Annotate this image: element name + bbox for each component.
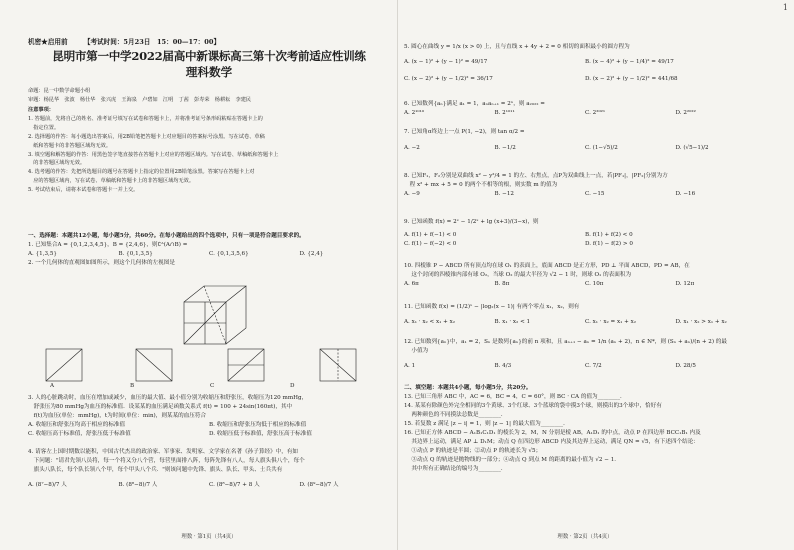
option: B. f(1) + f(2) < 0 [585, 232, 633, 238]
question-16-line: 其中所有正确结论的编号为________． [404, 466, 507, 472]
secret-label: 机密★启用前 [28, 38, 68, 46]
options-q8 [404, 190, 766, 199]
question-9-line: 9. 已知函数 f(x) = 2ˣ − 1/2ˣ + lg (x+3)/(3−x)，则 [404, 219, 539, 225]
question-7 [404, 128, 766, 153]
option: D. (x − 2)² + (y − 1/2)² = 441/68 [585, 76, 678, 82]
paper-title: 昆明市第一中学2022届高中新课标高三第十次考前适应性训练 [52, 49, 366, 63]
options-q11 [404, 318, 766, 327]
section-choice [28, 232, 390, 268]
options-q6 [404, 109, 766, 118]
corner-mark: 1 [782, 3, 788, 12]
option: D. −16 [675, 191, 696, 197]
option: A. −9 [404, 191, 420, 197]
section-fill [404, 384, 766, 474]
option: D. (8⁹−8)/7 人 [299, 482, 339, 488]
question-4 [28, 448, 390, 490]
option: C. f(1) − f(−2) < 0 [404, 241, 457, 247]
notice-line: 3. 填空题和解答题的作答：用黑色签字笔直接答在答题卡上对应的答题区域内。写在试卷、草稿纸和答题卡上 [28, 151, 279, 158]
question-3-line: 3. 人的心脏跳动时，血压在增加或减少，血压的最大值、最小值分别为收缩压和舒张压，收缩压为120 mmHg， [28, 395, 308, 401]
question-6-line: 6. 已知数列{aₙ}满足 a₁ = 1，aₙaₙ₊₁ = 2ⁿ，则 a₂₀₂₂ = [404, 101, 545, 107]
option: B. 4/3 [494, 363, 512, 369]
option: D. f(1) − f(2) > 0 [585, 241, 633, 247]
option: C. x₁ · x₂ = x₁ + x₂ [585, 319, 637, 325]
options-q1 [28, 250, 390, 259]
option: B. x₁ · x₂ < 1 [494, 319, 531, 325]
question-3-line: 舒张压为80 mmHg为血压的标准值．设某某的血压满足函数关系式 f(t) = 100 + 24sin(160πt)，其中 [28, 404, 293, 410]
question-3 [28, 394, 390, 439]
option: A. x₁ · x₂ < x₁ + x₂ [404, 319, 456, 325]
option: A. {1,3,5} [28, 251, 57, 257]
exam-header [28, 36, 234, 46]
question-16-line: ①动点 P 的轨迹是半圆；②动点 P 的轨迹长为 √5； [404, 448, 542, 454]
view-labels [50, 382, 370, 391]
question-12-line: 小值为 [404, 348, 429, 354]
question-16-line: 其边界上运动，满足 AP ⊥ D₁M；动点 Q 在四边形 ABCD 内及其边界上运动，满足 QN = √5，有下述四个结论： [404, 439, 699, 445]
question-5-line: 5. 圆心在曲线 y = 1/x (x > 0) 上，且与直线 x + 4y + 2 = 0 相切的面积最小的圆方程为 [404, 44, 630, 50]
solid-figure [178, 280, 252, 350]
option: A. 6π [404, 281, 419, 287]
option: A. f(1) + f(−1) < 0 [404, 232, 457, 238]
question-15: 15. 若复数 z 满足 |z − i| = 1，则 |z − 1| 的最大值为________． [404, 421, 569, 427]
option: B. (8⁸−8)/7 人 [118, 482, 158, 488]
option: B. 8π [494, 281, 510, 287]
option: D. {2,4} [299, 251, 324, 257]
option: C. (x − 2)² + (y − 1/2)² = 36/17 [404, 76, 493, 82]
view-label-c: C [210, 383, 215, 389]
question-4-line: 4. 请客左上国时期数以能积，中国古代杰出的政治家、军事家、发明家、文学家在名著《孙子算经》中，有如 [28, 449, 299, 455]
options-q4 [28, 481, 390, 490]
option: B. −1/2 [494, 145, 516, 151]
author-line: 命题：昆一中数学命题小组 [28, 88, 91, 94]
option: A. −2 [404, 145, 420, 151]
page-fold [397, 0, 398, 550]
options-q3-row2 [28, 430, 390, 439]
options-q9 [404, 231, 766, 240]
notice-line: 1. 答题前，先将自己的姓名、准考证号填写在试卷和答题卡上，并将准考证号条形码粘贴在答题卡上的 [28, 115, 263, 122]
question-14-line: 14. 某某有除颜色外完全相同的3个黄球、3个红球、3个蓝球的袋中摸3个球，则摸出的3个球中，恰好有 [404, 403, 662, 409]
options-q9-row2 [404, 240, 766, 249]
view-label-d: D [290, 383, 295, 389]
option: D. 28/5 [675, 363, 696, 369]
question-11-line: 11. 已知函数 f(x) = (1/2)ˣ − |log₂(x − 1)| 有两个零点 x₁，x₂，则有 [404, 304, 580, 310]
option: D. 12π [675, 281, 695, 287]
option: C. (1−√5)/2 [585, 145, 618, 151]
question-4-line: 旗头八队长，每个队长领八个甲，每个甲头八个兵．"则该问题中先锋、旗头、队长、甲头、士兵共有 [28, 467, 283, 473]
question-6 [404, 100, 766, 118]
option: C. 2²⁰²¹ [585, 110, 606, 116]
options-q5-row2 [404, 75, 766, 84]
options-q10 [404, 280, 766, 289]
option: A. 收缩压和舒张压均高于相应的标准值 [28, 422, 126, 428]
option: D. (√5−1)/2 [675, 145, 709, 151]
notices [28, 106, 390, 195]
page-left [28, 0, 390, 550]
notice-title: 注意事项： [28, 107, 54, 113]
options-q12 [404, 362, 766, 371]
question-4-line: 下问题："请君先领八员将，每一个将又分八个营，每营里面排八阵，每阵先锋有八人，每人旗头俱八个，每个 [28, 458, 305, 464]
question-9 [404, 218, 766, 249]
view-label-b: B [130, 383, 135, 389]
question-12-line: 12. 已知数列{aₙ}中，a₁ = 2，Sₙ 是数列{aₙ}的前 n 项和，且 aₙ₊₁ − aₙ = 1/n (aₙ + 2)，n ∈ N*，则 (Sₙ + aₙ)/(n + 2) 的最 [404, 339, 727, 345]
question-16-line: ③动点 Q 的轨迹是抛物线的一部分；④动点 Q 到点 M 的距离的最小值为 √2 − 1． [404, 457, 620, 463]
question-3-line: f(t)为血压(单位：mmHg)，t为时间(单位：min)，则某某的血压符合 [28, 413, 207, 419]
option: A. 1 [404, 363, 416, 369]
question-11 [404, 303, 766, 327]
notice-line: 指定位置。 [28, 124, 60, 131]
option: B. −12 [494, 191, 514, 197]
notice-line: 纸和答题卡的非答题区域均无效。 [28, 142, 112, 149]
question-8-line: 程 x² + mx + 5 = 0 的两个不相等的根，则实数 m 的值为 [404, 182, 558, 188]
question-13: 13. 已知三角形 ABC 中，AC = 6，BC = 4，C = 60°，则 BC · CA 的值为________． [404, 394, 626, 400]
section-title: 二、填空题：本题共4小题，每小题5分，共20分。 [404, 385, 532, 391]
option: A. (x − 1)² + (y − 1)² = 49/17 [404, 59, 488, 65]
option: C. 7/2 [585, 363, 602, 369]
question-10-line: 这个封闭的四棱锥内部有球 O₂，当球 O₂ 的最大半径为 √2 − 1 时，则球 O₁ 的表面积为 [404, 272, 632, 278]
option: D. 收缩压低于标准值，舒张压高于标准值 [209, 431, 312, 437]
notice-line: 4. 选考题的作答：先把所选题目的题号在答题卡上指定的位置用2B铅笔涂黑。答案写在答题卡上对 [28, 169, 255, 176]
notice-line: 的非答题区域均无效。 [28, 160, 86, 167]
option: C. {0,1,3,5,6} [209, 251, 249, 257]
question-8-line: 8. 已知F₁，F₂分别是双曲线 x² − y²/4 = 1 的左、右焦点，点P为双曲线上一点，若|PF₁|，|PF₂|分别为方 [404, 173, 668, 179]
notice-line: 5. 考试结束后，请将本试卷和答题卡一并上交。 [28, 187, 139, 194]
question-2: 2. 一个几何体的直观图如图所示，则这个几何体的左视图是 [28, 260, 175, 266]
option: D. x₁ · x₂ > x₁ + x₂ [675, 319, 727, 325]
view-label-a: A [50, 383, 55, 389]
option: B. (x − 4)² + (y − 1/4)² = 49/17 [585, 59, 674, 65]
question-12 [404, 338, 766, 371]
notice-line: 应的答题区域内，写在试卷、草稿纸和答题卡上的非答题区域均无效。 [28, 178, 195, 185]
question-5 [404, 43, 766, 84]
options-q5 [404, 58, 766, 67]
question-8 [404, 172, 766, 199]
option: C. 收缩压高于标准值，舒张压低于标准值 [28, 431, 131, 437]
authors [28, 87, 390, 105]
paper-subtitle: 理科数学 [185, 65, 233, 79]
option: D. 2²⁰²² [675, 110, 696, 116]
page-footer: 理数 · 第1页（共4页） [181, 534, 237, 540]
options-q3 [28, 421, 390, 430]
question-14-line: 两种颜色的不同摸法总数是________． [404, 412, 507, 418]
exam-time: 【考试时间：5月23日 15：00—17：00】 [83, 38, 221, 46]
option: B. 收缩压和舒张压均低于相应的标准值 [209, 422, 307, 428]
option: B. {0,1,3,5} [118, 251, 153, 257]
question-16-line: 16. 已知正方体 ABCD − A₁B₁C₁D₁ 的棱长为 2，M，N 分别是棱 AB，A₁D₁ 的中点，动点 P 在四边形 BCC₁B₁ 内及 [404, 430, 701, 436]
author-line: 审题：杨昆华 张波 杨仕华 张兴虎 王海泉 卢碧如 江明 丁茜 彭寿荣 杨耕耘 李建民 [28, 96, 252, 103]
options-q7 [404, 144, 766, 153]
question-10 [404, 262, 766, 289]
option: C. −15 [585, 191, 605, 197]
question-7-line: 7. 已知角α终边上一点 P(1, −2)，则 tan α/2 = [404, 129, 525, 135]
notice-line: 2. 选择题的作答：每小题选出答案后，用2B铅笔把答题卡上对应题目的答案标号涂黑。写在试卷、草稿 [28, 133, 265, 140]
section-title: 一、选择题：本题共12小题，每小题5分，共60分。在每小题给出的四个选项中，只有一项是符合题目要求的。 [28, 233, 305, 239]
option: A. 2¹⁰¹⁰ [404, 110, 425, 116]
option: C. (8⁸−8)/7 + 8 人 [209, 482, 260, 488]
question-1: 1. 已知集合A = {0,1,2,3,4,5}，B = {2,4,6}，则∁ᴬ(A∩B) = [28, 242, 188, 248]
option: C. 10π [585, 281, 604, 287]
page-footer: 理数 · 第2页（共4页） [557, 534, 613, 540]
option: A. (8⁷−8)/7 人 [28, 482, 67, 488]
option: B. 2¹⁰¹¹ [494, 110, 515, 116]
page-right [404, 0, 766, 550]
question-10-line: 10. 四棱锥 P − ABCD 所有顶点均在球 O₁ 的表面上，底面 ABCD 是正方形，PD ⊥ 平面 ABCD，PD = AB，在 [404, 263, 690, 269]
